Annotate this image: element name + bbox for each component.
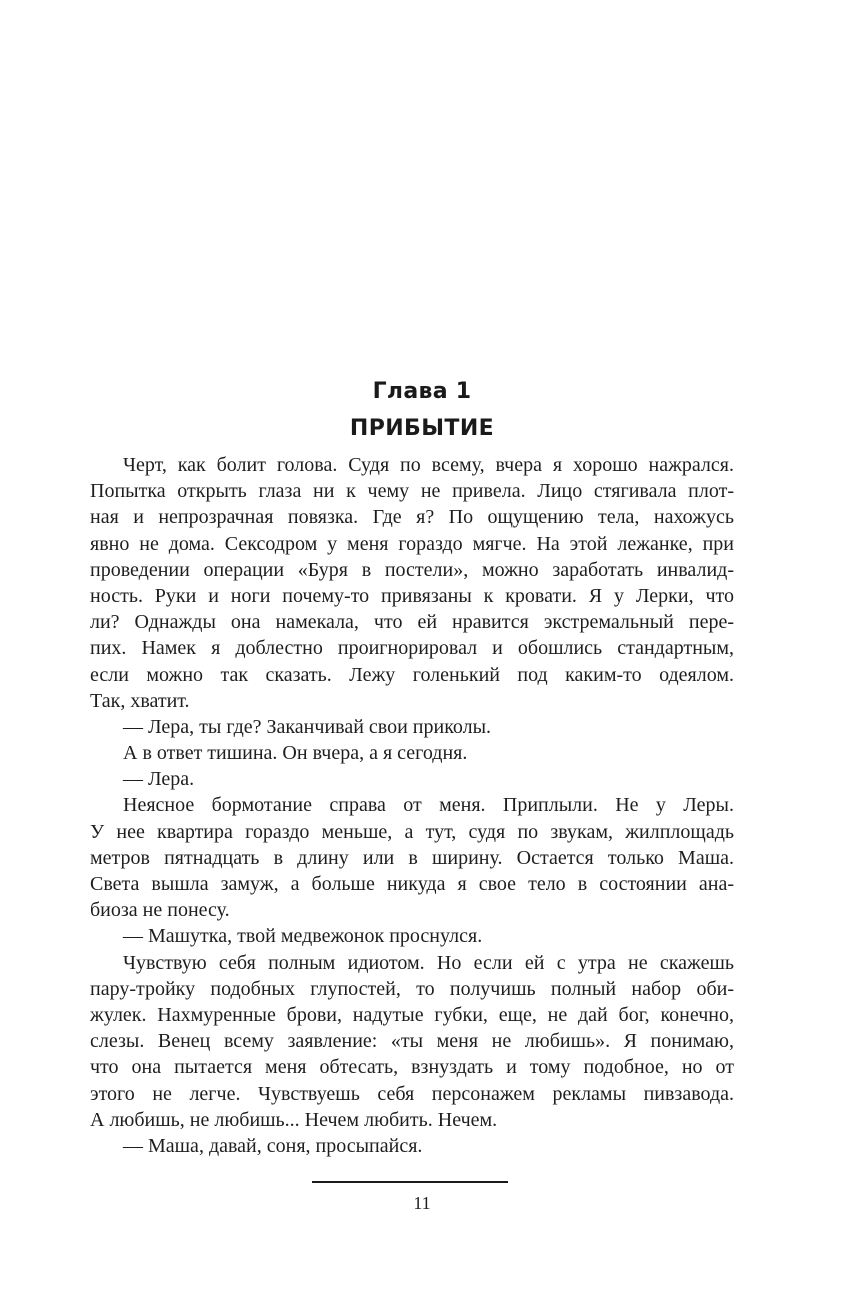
text-line: этого не легче. Чувствуешь себя персонажем рекламы пивзавода. bbox=[90, 1082, 734, 1105]
text-line: ность. Руки и ноги почему-то привязаны к кровати. Я у Лерки, что bbox=[90, 584, 734, 607]
text-line: проведении операции «Буря в постели», можно заработать инвалид- bbox=[90, 558, 734, 581]
text-line: У нее квартира гораздо меньше, а тут, судя по звукам, жилплощадь bbox=[90, 820, 734, 843]
dialogue-line: — Маша, давай, соня, просыпайся. bbox=[123, 1134, 423, 1157]
text-line: ли? Однажды она намекала, что ей нравится экстремальный пере- bbox=[90, 611, 734, 634]
dialogue-line: — Лера, ты где? Заканчивай свои приколы. bbox=[123, 715, 492, 738]
text-line: слезы. Венец всему заявление: «ты меня не любишь». Я понимаю, bbox=[90, 1030, 734, 1053]
text-line: что она пытается меня обтесать, взнуздать и тому подобное, но от bbox=[90, 1056, 734, 1079]
text-line: Неясное бормотание справа от меня. Приплыли. Не у Леры. bbox=[123, 794, 734, 817]
text-line: ная и непрозрачная повязка. Где я? По ощущению тела, нахожусь bbox=[90, 506, 734, 529]
text-line: Попытка открыть глаза ни к чему не привела. Лицо стягивала плот- bbox=[90, 480, 734, 503]
text-line: Так, хватит. bbox=[90, 689, 190, 712]
text-line: пару-тройку подобных глупостей, то получишь полный набор оби- bbox=[90, 977, 734, 1000]
text-line: метров пятнадцать в длину или в ширину. Остается только Маша. bbox=[90, 846, 734, 869]
text-line: явно не дома. Сексодром у меня гораздо мягче. На этой лежанке, при bbox=[90, 532, 734, 555]
text-line: если можно так сказать. Лежу голенький под каким-то одеялом. bbox=[90, 663, 734, 686]
text-line: А в ответ тишина. Он вчера, а я сегодня. bbox=[123, 742, 468, 765]
page-number: 11 bbox=[413, 1193, 431, 1213]
text-line: жулек. Нахмуренные брови, надутые губки, еще, не дай бог, конечно, bbox=[90, 1003, 734, 1026]
text-line: А любишь, не любишь... Нечем любить. Нечем. bbox=[90, 1108, 498, 1131]
text-line: Черт, как болит голова. Судя по всему, вчера я хорошо нажрался. bbox=[123, 454, 734, 476]
text-line: Чувствую себя полным идиотом. Но если ей с утра не скажешь bbox=[123, 951, 734, 974]
footer-divider bbox=[312, 1181, 508, 1183]
chapter-title: ПРИБЫТИЕ bbox=[349, 416, 495, 441]
dialogue-line: — Машутка, твой медвежонок проснулся. bbox=[123, 925, 483, 948]
chapter-number: Глава 1 bbox=[372, 379, 472, 404]
body-text bbox=[90, 452, 734, 1159]
text-line: биоза не понесу. bbox=[90, 899, 230, 922]
text-line: Света вышла замуж, а больше никуда я свое тело в состоянии ана- bbox=[90, 873, 734, 895]
text-line: пих. Намек я доблестно проигнорировал и обошлись стандартным, bbox=[90, 637, 734, 660]
dialogue-line: — Лера. bbox=[123, 768, 195, 791]
